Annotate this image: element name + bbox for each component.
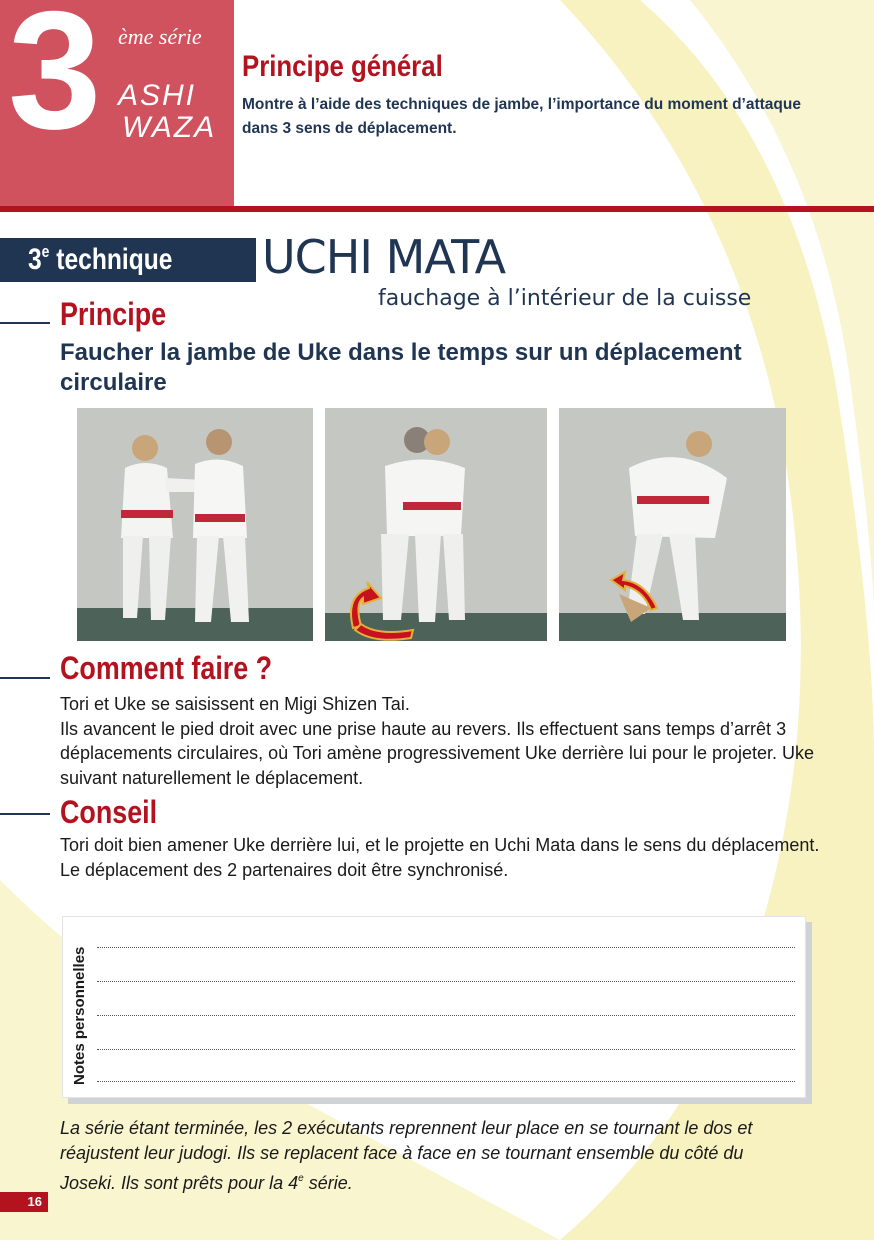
header-description: Montre à l’aide des techniques de jambe, l’importance du moment d’attaque dans 3 sens de déplacement.	[242, 96, 801, 137]
comment-faire-text	[60, 692, 820, 790]
conseil-marker	[0, 813, 50, 815]
notes-line[interactable]	[97, 1081, 795, 1082]
closing-text-main: La série étant terminée, les 2 exécutants reprennent leur place en se tournant le dos et réajustent leur judogi. Ils se replacent face à face en se tournant ensemble du côté du Joseki. Ils sont prêts pour la 4	[60, 1118, 753, 1193]
series-number: 3	[8, 0, 98, 164]
photo-2	[325, 408, 547, 641]
closing-text-end: série.	[303, 1173, 353, 1193]
photo-3	[559, 408, 786, 641]
closing-text	[60, 1116, 780, 1196]
technique-label-text: technique	[49, 243, 173, 276]
technique-number: 3	[28, 243, 42, 276]
notes-label: Notes personnelles	[71, 946, 88, 1085]
notes-line[interactable]	[97, 1015, 795, 1016]
comment-faire-marker	[0, 677, 50, 679]
series-name-line2: WAZA	[122, 111, 217, 144]
notes-line[interactable]	[97, 1049, 795, 1050]
notes-line[interactable]	[97, 981, 795, 982]
conseil-title: Conseil	[60, 794, 158, 830]
header-title: Principe général	[242, 50, 443, 83]
notes-box[interactable]	[62, 916, 806, 1098]
series-name	[118, 80, 216, 144]
series-number-suffix: ème série	[118, 24, 202, 49]
notes-line[interactable]	[97, 947, 795, 948]
series-badge	[0, 0, 234, 206]
principe-marker	[0, 322, 50, 324]
principe-text: Faucher la jambe de Uke dans le temps sur un déplacement circulaire	[60, 339, 742, 396]
technique-number-sup: e	[41, 242, 50, 261]
page-number	[0, 1192, 48, 1212]
comment-faire-title: Comment faire ?	[60, 650, 273, 686]
header-divider	[0, 206, 874, 212]
series-name-line1: ASHI	[118, 79, 197, 112]
principe-title: Principe	[60, 296, 167, 332]
technique-label	[0, 238, 256, 282]
conseil-line-2: Le déplacement des 2 partenaires doit être synchronisé.	[60, 859, 509, 880]
page-number-text: 16	[27, 1194, 42, 1209]
comment-faire-line-1: Tori et Uke se saisissent en Migi Shizen Tai.	[60, 694, 410, 714]
conseil-text	[60, 833, 820, 882]
photo-1	[77, 408, 313, 641]
technique-subtitle: fauchage à l’intérieur de la cuisse	[378, 286, 752, 311]
conseil-line-1: Tori doit bien amener Uke derrière lui, et le projette en Uchi Mata dans le sens du déplacement.	[60, 835, 820, 855]
comment-faire-line-2: Ils avancent le pied droit avec une prise haute au revers. Ils effectuent sans temps d’arrêt 3 déplacements circulaires, où Tori amène progressivement Uke derrière lui pour le projeter. Uke suivant naturellement le déplacement.	[60, 718, 815, 788]
closing-text-sup: e	[298, 1173, 304, 1184]
technique-name: UCHI MATA	[262, 230, 506, 284]
